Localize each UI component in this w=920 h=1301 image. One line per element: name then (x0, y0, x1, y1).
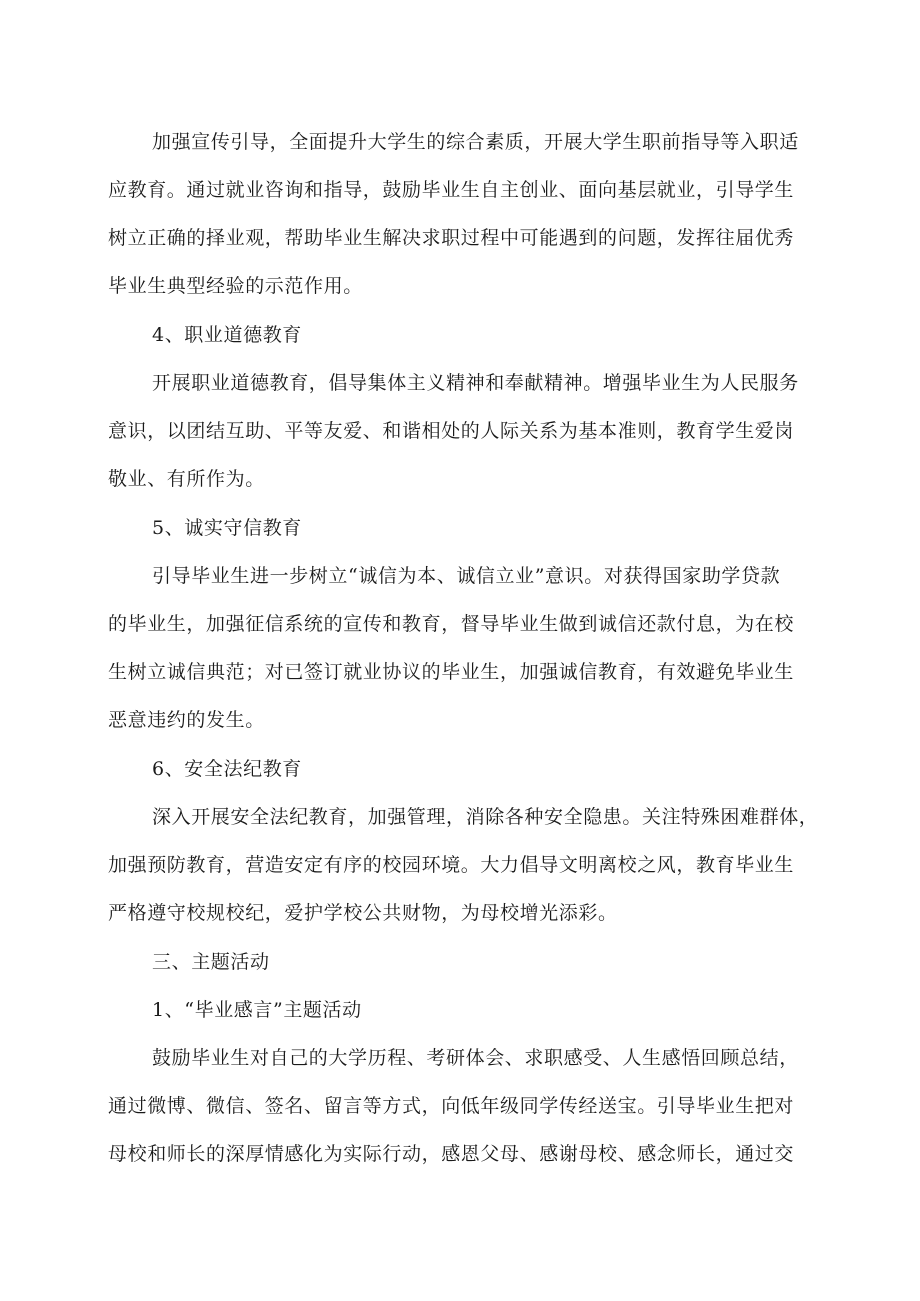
paragraph-4-line-3: 严格遵守校规校纪，爱护学校公共财物，为母校增光添彩。 (108, 902, 618, 924)
paragraph-2-line-2: 意识，以团结互助、平等友爱、和谐相处的人际关系为基本准则，教育学生爱岗 (108, 420, 795, 442)
section-3-heading: 三、主题活动 (152, 951, 270, 973)
paragraph-1-line-4: 毕业生典型经验的示范作用。 (108, 275, 363, 297)
heading-5: 5、诚实守信教育 (152, 517, 302, 539)
paragraph-1-line-2: 应教育。通过就业咨询和指导，鼓励毕业生自主创业、面向基层就业，引导学生 (108, 179, 795, 201)
paragraph-1-line-3: 树立正确的择业观，帮助毕业生解决求职过程中可能遇到的问题，发挥往届优秀 (108, 227, 795, 249)
paragraph-5-line-3: 母校和师长的深厚情感化为实际行动，感恩父母、感谢母校、感念师长，通过交 (108, 1143, 795, 1165)
activity-1-heading: 1、“毕业感言”主题活动 (152, 999, 362, 1021)
paragraph-3-line-1: 引导毕业生进一步树立“诚信为本、诚信立业”意识。对获得国家助学贷款 (152, 565, 781, 587)
paragraph-2-line-1: 开展职业道德教育，倡导集体主义精神和奉献精神。增强毕业生为人民服务 (152, 372, 799, 394)
paragraph-3-line-2: 的毕业生，加强征信系统的宣传和教育，督导毕业生做到诚信还款付息，为在校 (108, 613, 795, 635)
paragraph-3-line-4: 恶意违约的发生。 (108, 709, 265, 731)
heading-4: 4、职业道德教育 (152, 324, 302, 346)
paragraph-3-line-3: 生树立诚信典范；对已签订就业协议的毕业生，加强诚信教育，有效避免毕业生 (108, 661, 795, 683)
paragraph-1-line-1: 加强宣传引导，全面提升大学生的综合素质，开展大学生职前指导等入职适 (152, 131, 799, 153)
paragraph-5-line-1: 鼓励毕业生对自己的大学历程、考研体会、求职感受、人生感悟回顾总结， (152, 1047, 799, 1069)
heading-6: 6、安全法纪教育 (152, 758, 302, 780)
paragraph-2-line-3: 敬业、有所作为。 (108, 468, 265, 490)
paragraph-4-line-1: 深入开展安全法纪教育，加强管理，消除各种安全隐患。关注特殊困难群体， (152, 806, 819, 828)
paragraph-5-line-2: 通过微博、微信、签名、留言等方式，向低年级同学传经送宝。引导毕业生把对 (108, 1095, 795, 1117)
paragraph-4-line-2: 加强预防教育，营造安定有序的校园环境。大力倡导文明离校之风，教育毕业生 (108, 854, 795, 876)
